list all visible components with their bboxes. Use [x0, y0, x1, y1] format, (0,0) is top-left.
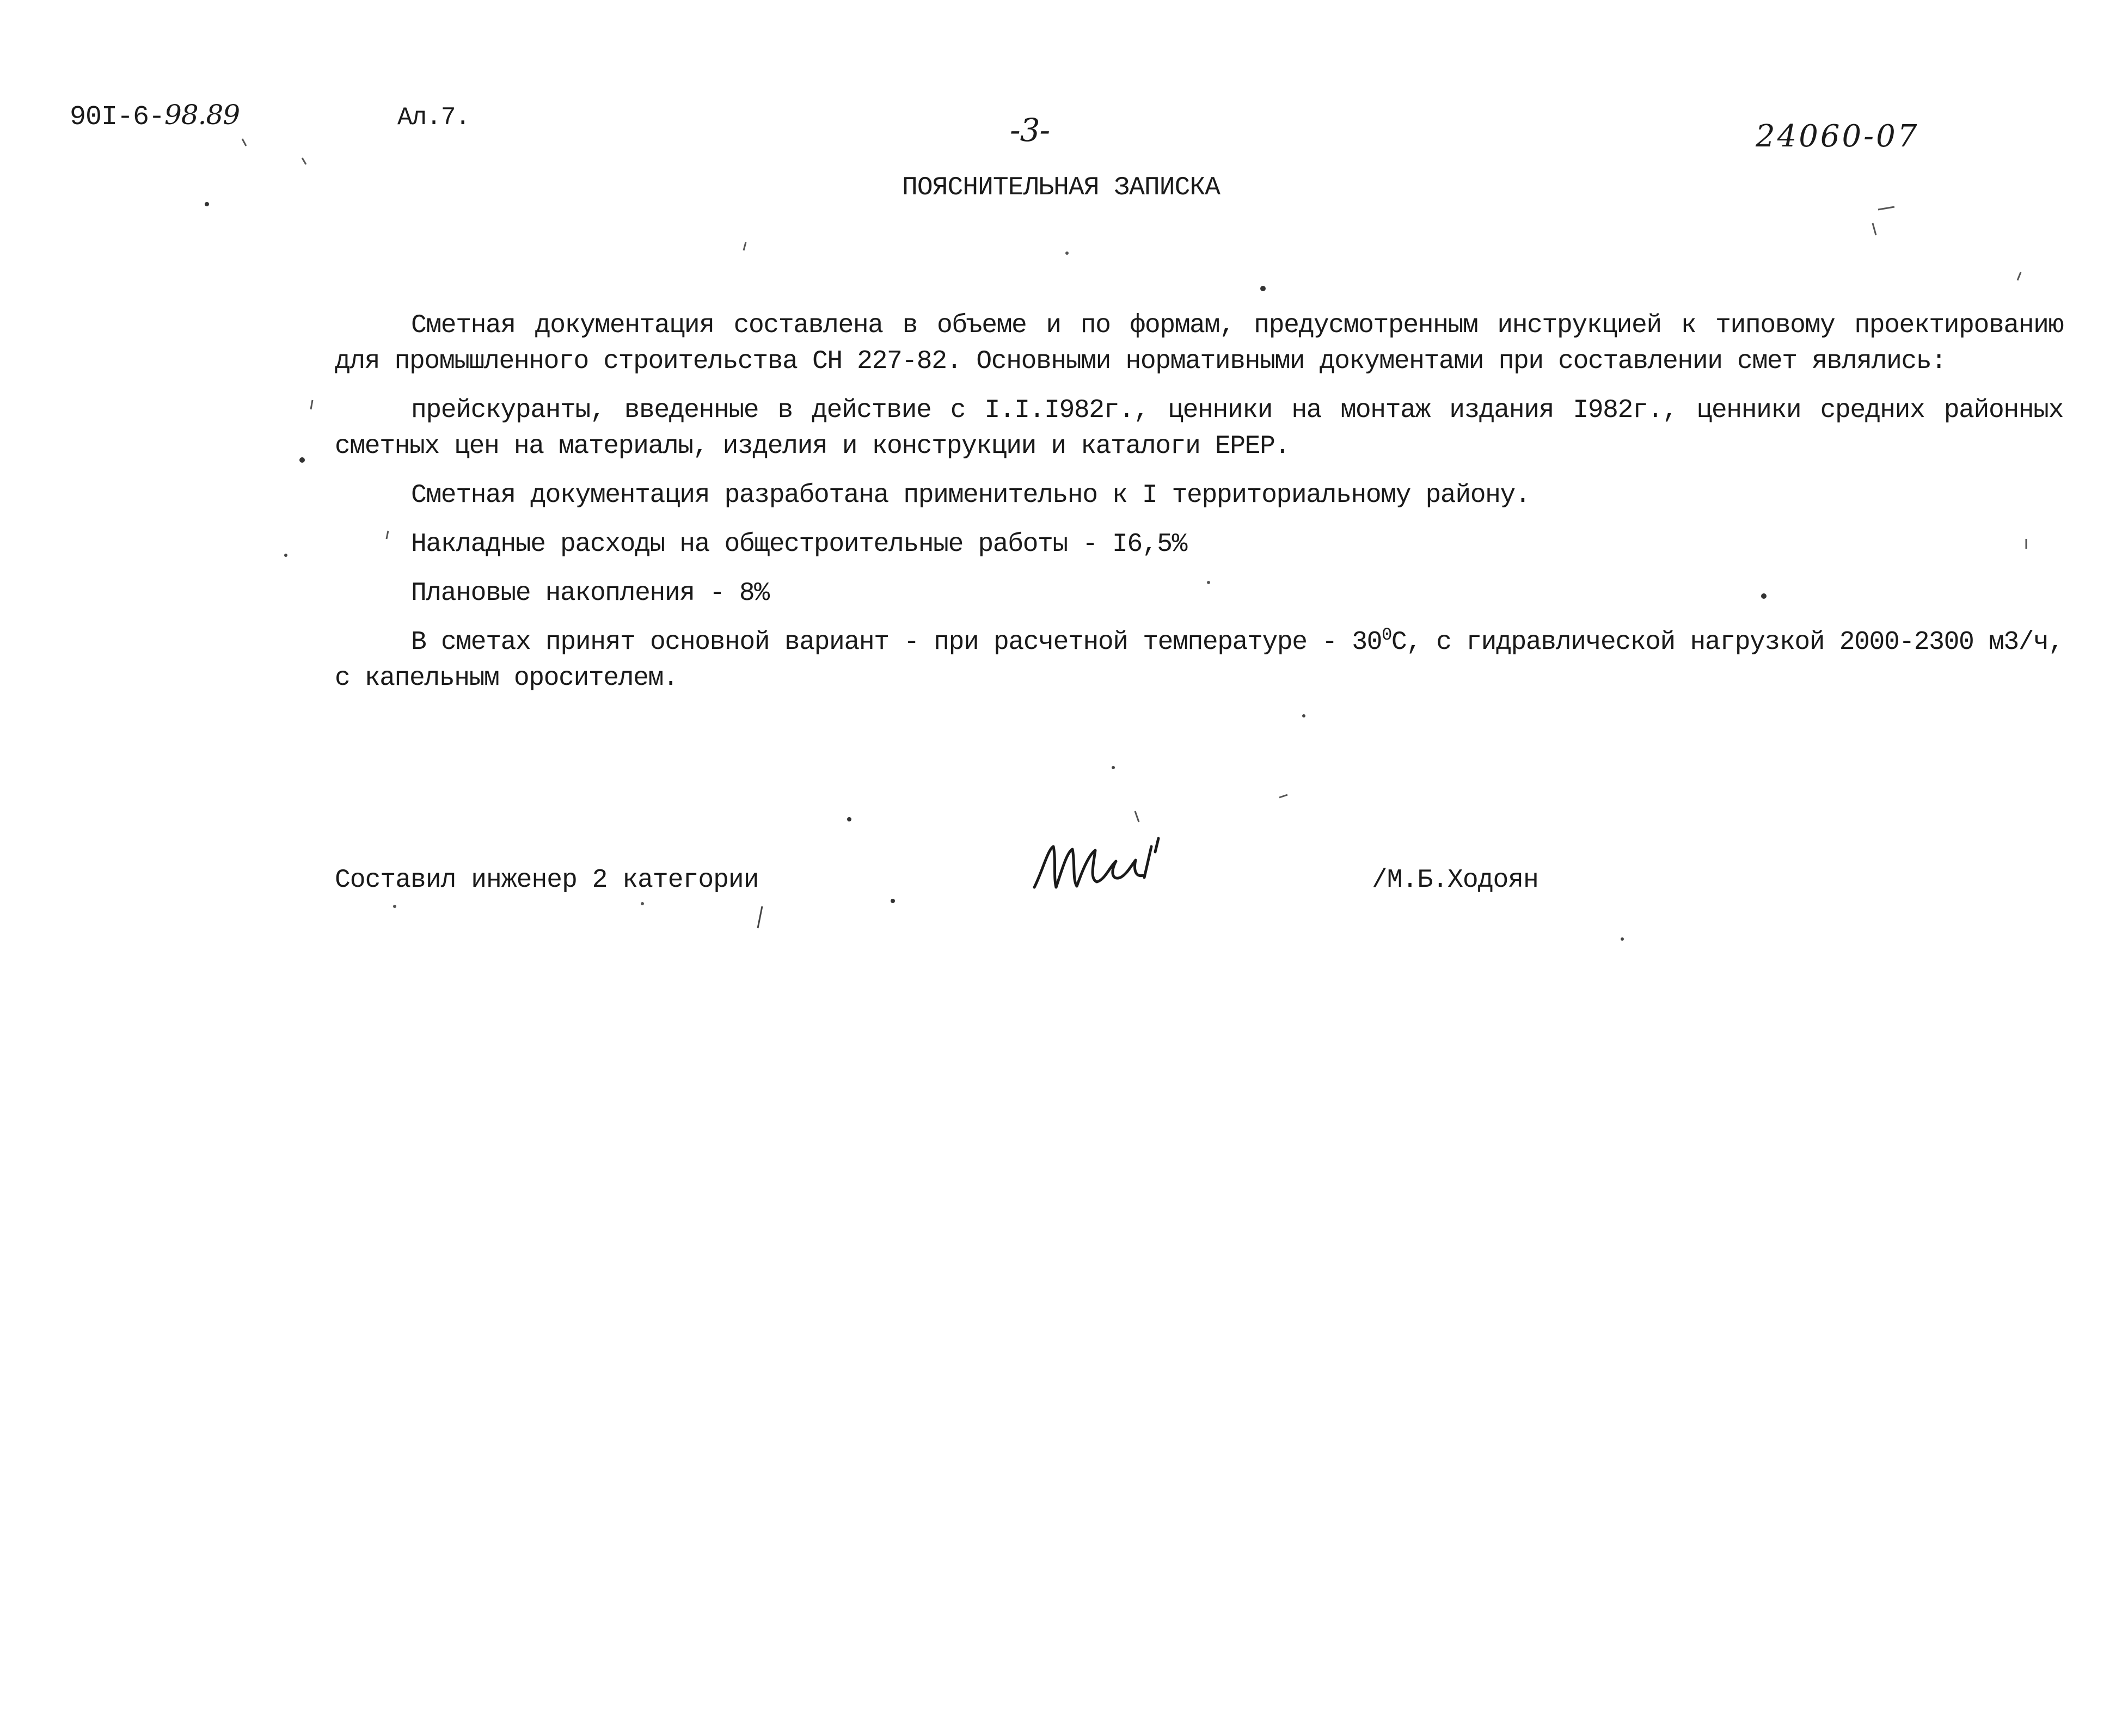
album-label: Ал.7. [397, 103, 470, 132]
handwritten-signature [1029, 827, 1181, 904]
paragraph-estimate-scope: Сметная документация составлена в объеме и по формам, предусмотренным инструкцией к типовому проектированию для промышленного строительства СН 227-82. Основными нормативными документами при составлении смет являлись: [335, 311, 2063, 376]
degree-superscript: 0 [1382, 625, 1391, 645]
paragraph-territorial-region: Сметная документация разработана применительно к I территориальному району. [411, 481, 1530, 510]
paragraph-price-lists: прейскуранты, введенные в действие с I.I.I982г., ценники на монтаж издания I982г., ценники средних районных сметных цен на материалы, изделия и конструкции и каталоги ЕРЕР. [335, 396, 2063, 461]
series-number-handwritten: 98.89 [164, 99, 240, 131]
series-number [70, 99, 240, 133]
document-code: 24060-07 [1756, 119, 1919, 154]
explanatory-note-body [335, 308, 2063, 709]
main-variant-text-start: В сметах принят основной вариант - при расчетной температуре - 30 [411, 628, 1382, 657]
compiled-by-label: Составил инженер 2 категории [335, 866, 759, 895]
paragraph-main-variant [335, 624, 2063, 696]
document-title: ПОЯСНИТЕЛЬНАЯ ЗАПИСКА [902, 173, 1220, 203]
signature-row [0, 866, 2122, 915]
compiler-name: /М.Б.Ходоян [1372, 866, 1538, 895]
series-number-printed: 90I-6- [70, 102, 165, 133]
page-number: -3- [1010, 112, 1050, 149]
paragraph-planned-savings: Плановые накопления - 8% [411, 579, 769, 608]
main-variant-text-end: С, с гидравлической нагрузкой 2000-2300 м3/ч, с капельным оросителем. [335, 628, 2063, 693]
paragraph-overhead-costs: Накладные расходы на общестроительные работы - I6,5% [411, 530, 1187, 559]
